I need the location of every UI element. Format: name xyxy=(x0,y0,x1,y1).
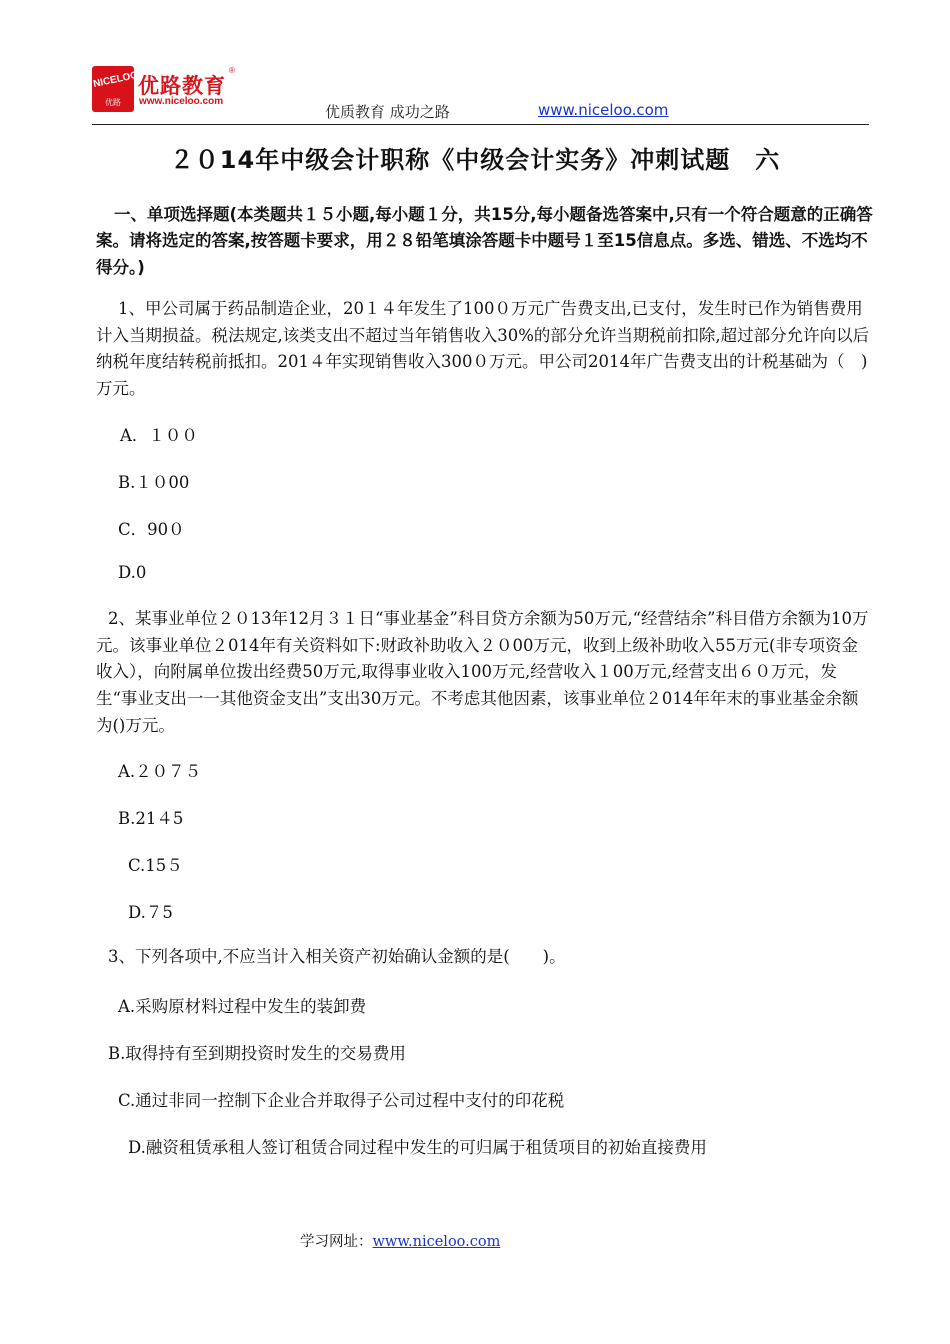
question-2-option-a[interactable]: A.２０７５ xyxy=(118,762,202,781)
logo-badge xyxy=(92,66,140,112)
logo-name: 优路教育 xyxy=(138,74,226,98)
footer xyxy=(300,1230,500,1251)
question-1-stem: 1、甲公司属于药品制造企业，20１４年发生了100０万元广告费支出,已支付，发生时已作为销售费用计入当期损益。税法规定,该类支出不超过当年销售收入30%的部分允许当期税前扣除,超过部分允许向以后纳税年度结转税前抵扣。201４年实现销售收入300０万元。甲公司2014年广告费支出的计税基础为（ )万元。 xyxy=(96,299,870,399)
question-3-option-b[interactable]: B.取得持有至到期投资时发生的交易费用 xyxy=(108,1044,406,1063)
brand-logo[interactable] xyxy=(92,66,242,114)
logo-brand-small: 优路 xyxy=(105,98,121,107)
question-1-option-c[interactable]: C．90０ xyxy=(118,520,185,539)
logo-registered-mark: ® xyxy=(229,66,235,75)
footer-link[interactable]: www.niceloo.com xyxy=(372,1234,501,1250)
question-2-stem: 2、某事业单位２０13年12月３１日“事业基金”科目贷方余额为50万元,“经营结余”科目借方余额为10万元。该事业单位２014年有关资料如下:财政补助收入２０00万元，收到上级补助收入55万元(非专项资金收入），向附属单位拨出经费50万元,取得事业收入100万元,经营收入１00万元,经营支出６０万元，发生“事业支出一一其他资金支出”支出30万元。不考虑其他因素，该事业单位２014年年末的事业基金余额为()万元。 xyxy=(96,609,869,735)
header-slogan: 优质教育 成功之路 xyxy=(325,103,450,121)
header-divider xyxy=(92,124,869,125)
question-3-option-d[interactable]: D.融资租赁承租人签订租赁合同过程中发生的可归属于租赁项目的初始直接费用 xyxy=(128,1138,707,1157)
question-3-stem: 3、下列各项中,不应当计入相关资产初始确认金额的是( )。 xyxy=(108,947,566,966)
question-2-option-c[interactable]: C.15５ xyxy=(128,856,183,875)
question-1-option-d[interactable]: D.0 xyxy=(118,563,147,582)
question-3-option-a[interactable]: A.采购原材料过程中发生的装卸费 xyxy=(118,997,367,1016)
question-2-option-d[interactable]: D.７5 xyxy=(128,903,173,922)
logo-url: www.niceloo.com xyxy=(139,96,224,107)
logo-brand-en: NICELOO xyxy=(92,69,140,91)
page-title: ２０14年中级会计职称《中级会计实务》冲刺试题 六 xyxy=(169,146,781,174)
question-1-option-a[interactable]: A．１００ xyxy=(120,426,198,445)
question-2-option-b[interactable]: B.21４5 xyxy=(118,809,184,828)
footer-label: 学习网址： xyxy=(300,1234,373,1250)
question-1-option-b[interactable]: B.１０00 xyxy=(118,473,190,492)
section-heading: 一、单项选择题(本类题共１５小题,每小题１分，共15分,每小题备选答案中,只有一个符合题意的正确答案。请将选定的答案,按答题卡要求，用２８铅笔填涂答题卡中题号１至15信息点。多选、错选、不选均不得分。) xyxy=(96,205,873,277)
header-link[interactable]: www.niceloo.com xyxy=(538,101,669,119)
question-3-option-c[interactable]: C.通过非同一控制下企业合并取得子公司过程中支付的印花税 xyxy=(118,1091,565,1110)
